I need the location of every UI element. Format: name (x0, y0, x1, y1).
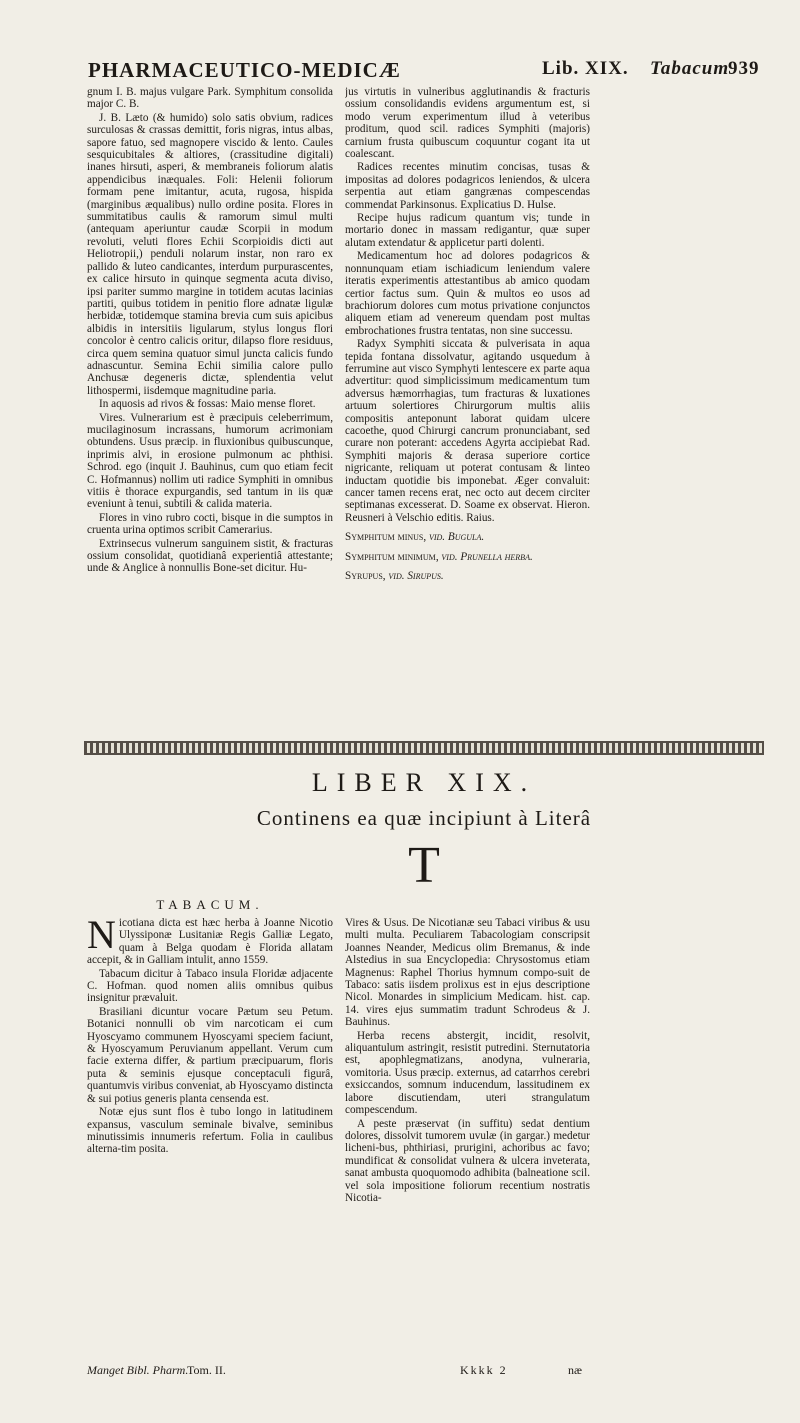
book-subheading: Continens ea quæ incipiunt à Literâ (256, 806, 592, 830)
ornamental-band (84, 741, 764, 755)
cross-reference: Symphitum minus, vid. Bugula. (345, 531, 485, 544)
book-number: Lib. XIX. (542, 58, 629, 79)
signature-mark: Kkkk 2 (460, 1363, 508, 1377)
book-heading: LIBER XIX. (311, 768, 537, 797)
cross-reference-name: Symphitum minimum (345, 550, 436, 563)
bottom-right-column (345, 917, 590, 1347)
paragraph: Medicamentum hoc ad dolores podagricos & nonnunquam etiam ischiadicum leniendum valere iteratis experimentis attestantibus ab amico quodam certior factus sum. Quin & multos eo usos ad brachiorum dolores cum motus privatione conjunctos aliquem etiam ad venereum quendam post multas embrochationes frustra tentatas, non sine successu. (345, 250, 590, 337)
top-right-column (345, 86, 590, 736)
letter-heading: T (408, 837, 440, 894)
paragraph: Radices recentes minutim concisas, tusas & impositas ad dolores podagricos leniendos, & ulcera serpentia aut etiam gangrænas compescendas commendat Parkinsonus. Explicatius D. Hulse. (345, 161, 590, 211)
paragraph: Radyx Symphiti siccata & pulverisata in aqua tepida fontana dissolvatur, agitando usquedum à ferrumine aut visco Symphyti lentescere ex parte aqua advertitur: quod simplicissimum medicamentum tum adversus hæmorrhagias, tum fracturas & luxationes artuum solertiores Chirurgorum multis aliis compositis anteponunt laborat quidam ulcere cacoethe, quod Chirurgi cancrum pronunciabant, sed curare non poterant: accedens Agyrta accipiebat Rad. Symphiti majoris & derasa superiore cortice nigricante, reliquam ut poterat contusam & linteo inductam quotidie bis imponebat. Æger convaluit: cancer tamen recens erat, nec octo aut decem circiter septimanas excesserat. D. Soame ex observat. Hieron. Reusneri à Velschio editis. Raius. (345, 338, 590, 524)
paragraph-text: icotiana dicta est hæc herba à Joanne Nicotio Ulyssiponæ Lusitaniæ Regis Galliæ Legato, quam à Belga quodam è Florida allatam accepit, & in Galliam intulit, anno 1559. (87, 917, 333, 967)
cross-reference: Symphitum minimum, vid. Prunella herba. (345, 550, 533, 563)
cross-reference-target: vid. Bugula. (428, 531, 485, 544)
bottom-left-column (87, 917, 333, 1347)
paragraph: A peste præservat (in suffitu) sedat dentium dolores, dissolvit tumorem uvulæ (in gargar.) medetur licheni-bus, phthiriasi, prurigini, achoribus ac favo; mundificat & consolidat vulnera & ulcera inveterata, sanat ambusta quoquomodo adhibita (balneatione scil. vel sola impositione foliorum recentium nostratis Nicotia- (345, 1117, 590, 1204)
paragraph: Tabacum dicitur à Tabaco insula Floridæ adjacente C. Hofman. quod nomen aliis omnibus quibus insignitur prævaluit. (87, 967, 333, 1005)
cross-reference-target: vid. Prunella herba. (441, 550, 533, 563)
paragraph: Brasiliani dicuntur vocare Pætum seu Petum. Botanici nonnulli ob vim narcoticam ei cum Hyoscyamo communem Hyoscyami speciem faciunt, & Hyoscyamum Peruvianum appellant. Verum cum facie externa differ, & partium præcipuarum, floris puta & seminis ejusque conceptaculi figurâ, quantumvis viribus conveniat, ab Hyoscyamo distincta & sui potius generis planta censenda est. (87, 1005, 333, 1105)
paragraph: Vires. Vulnerarium est è præcipuis celeberrimum, mucilaginosum incrassans, humorum acrimoniam obtundens. Usus præcip. in fluxionibus quibuscunque, inprimis alvi, in erosione pulmonum ac phthisi. Schrod. ego (inquit J. Bauhinus, cum quo etiam fecit C. Hofmannus) nollim uti radice Symphiti in omnibus vitiis è thorace expurgandis, sed tantum in iis quæ eveniunt à tenui, subtili & calida materia. (87, 411, 333, 511)
section-name: Tabacum (650, 58, 730, 79)
cross-reference-name: Symphitum minus (345, 531, 424, 544)
cross-reference-list (345, 531, 590, 582)
paragraph: Herba recens abstergit, incidit, resolvit, aliquantulum astringit, resistit putredini. Sternutatoria est, apophlegmatizans, anodyna, vulneraria, vomitoria. Usus præcip. externus, ad catarrhos cerebri exsiccandos, somnum inducendum, lassitudinem ex labore discutiendam, uteri strangulatum compescendum. (345, 1029, 590, 1117)
paragraph: gnum I. B. majus vulgare Park. Symphitum consolida major C. B. (87, 86, 333, 111)
paragraph: In aquosis ad rivos & fossas: Maio mense floret. (99, 398, 316, 411)
paragraph: Extrinsecus vulnerum sanguinem sistit, & fracturas ossium consolidat, quotidianâ experientiâ attestante; unde & Anglice à nonnullis Bone-set dicitur. Hu- (87, 537, 333, 575)
paragraph: Notæ ejus sunt flos è tubo longo in latitudinem expansus, vasculum seminale bivalve, seminibus minutissimis innumeris refertum. Folia in caulibus alterna-tim posita. (87, 1106, 333, 1156)
section-title: TABACUM. (156, 897, 264, 912)
footer-source: Manget Bibl. Pharm. (87, 1363, 189, 1377)
page-number: 939 (728, 58, 760, 79)
cross-reference-name: Syrupus (345, 570, 383, 583)
paragraph: jus virtutis in vulneribus agglutinandis & fracturis ossium consolidandis evidens argumentum est, si modo verum experimentum illud à veteribus proditum, quod scil. radices Symphiti (majoris) carnium frusta quibuscum coquuntur cogant ita ut coalescant. (345, 86, 590, 161)
paragraph: Flores in vino rubro cocti, bisque in die sumptos in cruenta urina optimos scribit Camerarius. (87, 511, 333, 537)
paragraph: Vires & Usus. De Nicotianæ seu Tabaci viribus & usu multi multa. Peculiarem Tabacologiam conscripsit Joannes Neander, Medicus olim Bremanus, & inde Alstedius in sua Encyclopedia: Chrysostomus etiam Magnenus: Raphel Thorius hymnum compo-suit de Tabaco: satis iisdem prolixus est in ejus descriptione Nicol. Monardes in simplicium Medicam. hist. cap. 14. vires ejus summatim tradunt Schrodeus & J. Bauhinus. (345, 917, 590, 1029)
cross-reference: Syrupus, vid. Sirupus. (345, 570, 444, 583)
footer-volume: Tom. II. (187, 1363, 226, 1377)
catchword: næ (568, 1363, 583, 1377)
cross-reference-target: vid. Sirupus. (388, 570, 444, 583)
top-left-column (87, 86, 333, 736)
running-head (88, 58, 768, 84)
running-title: PHARMACEUTICO-MEDICÆ (88, 58, 401, 82)
paragraph: J. B. Læto (& humido) solo satis obvium, radices surculosas & crassas demittit, foris nigras, intus albas, sapore fatuo, sed magnopere viscido & lento. Caules sesquicubitales & altiores, (crassitudine digitali) inanes hirsuti, asperi, & membraneis foliorum alatis appendicibus inæquales. Foli: Helenii foliorum formam pene imitantur, acuta, rugosa, hispida (marginibus æqualibus) nullo ordine posita. Flores in summitatibus caulis & ramorum simul multi (antequam aperiuntur caudæ Scorpii in modum revoluti, veluti flores Echii Scorpioidis dicti aut Heliotropii,) penduli nolarum instar, non raro ex pallido & luteo candicantes, interdum purpurascentes, ex calice hirsuto in quinque segmenta acuta diviso, ipsi pariter summo margine in totidem acutas lacinias partiti, quibus totidem in penitio flore adnatæ ligulæ herbidæ, totidemque stamina brevia cum suis apicibus albidis in intersitiis ligularum, stylus longus flori concolor è centro calicis oritur, dilapso flore residuus, circa quem semina quatuor simul juncta calicis fundo adnascuntur. Semina Echii similia calore pullo Anchusæ degeneris dictæ, splendentia velut lithospermi, iisdemque magnitudine paria. (87, 111, 333, 397)
drop-cap: N (87, 917, 116, 957)
paragraph: Recipe hujus radicum quantum vis; tunde in mortario donec in massam redigantur, quæ super alutam extendatur & applicetur parti dolenti. (345, 212, 590, 249)
paragraph (87, 917, 333, 967)
